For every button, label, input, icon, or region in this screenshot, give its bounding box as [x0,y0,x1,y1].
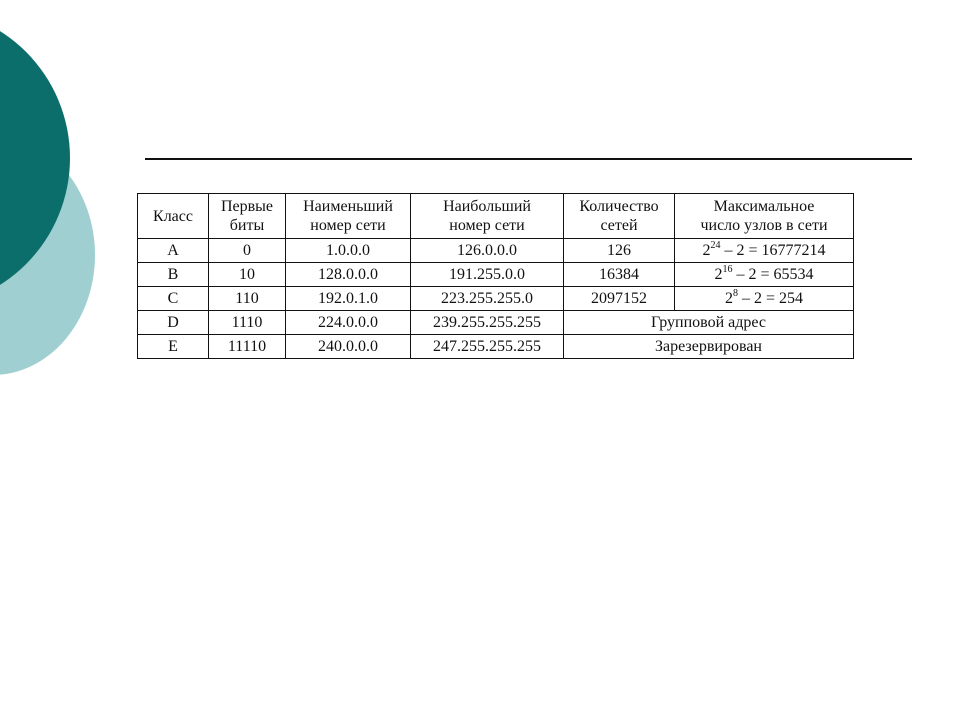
cell-bits: 110 [209,287,286,311]
header-min-network-line2: номер сети [310,217,386,234]
cell-class: D [138,311,209,335]
header-network-count [564,194,675,239]
cell-count: 2097152 [564,287,675,311]
header-max-hosts-line1: Максимальное [713,198,815,215]
header-first-bits [209,194,286,239]
table-row [138,335,854,359]
cell-merged-note: Зарезервирован [564,335,854,359]
cell-class: A [138,239,209,263]
title-divider [145,158,912,160]
header-max-hosts-line2: число узлов в сети [700,217,828,234]
hosts-exponent: 16 [722,263,733,275]
header-class [138,194,209,239]
cell-min: 128.0.0.0 [286,263,411,287]
header-first-bits-line2: биты [229,217,265,234]
table-header-row [138,194,854,239]
hosts-formula: – 2 = 65534 [732,265,814,283]
cell-min: 224.0.0.0 [286,311,411,335]
cell-bits: 11110 [209,335,286,359]
cell-class: C [138,287,209,311]
ip-class-table-container [137,193,854,359]
ip-class-table [137,193,854,359]
cell-max: 126.0.0.0 [411,239,564,263]
header-max-network [411,194,564,239]
cell-class: B [138,263,209,287]
cell-class: E [138,335,209,359]
hosts-formula: – 2 = 16777214 [720,241,826,259]
hosts-exponent: 24 [710,239,721,251]
cell-bits: 0 [209,239,286,263]
cell-hosts [675,239,854,263]
cell-bits: 1110 [209,311,286,335]
header-min-network-line1: Наименьший [303,198,393,215]
cell-min: 1.0.0.0 [286,239,411,263]
hosts-base: 2 [702,241,711,259]
table-row [138,287,854,311]
cell-merged-note: Групповой адрес [564,311,854,335]
cell-min: 240.0.0.0 [286,335,411,359]
header-first-bits-line1: Первые [220,198,274,215]
hosts-base: 2 [724,289,733,307]
cell-max: 247.255.255.255 [411,335,564,359]
cell-min: 192.0.1.0 [286,287,411,311]
table-row [138,239,854,263]
header-class-label: Класс [153,207,193,225]
cell-count: 126 [564,239,675,263]
cell-max: 191.255.0.0 [411,263,564,287]
hosts-formula: – 2 = 254 [737,289,804,307]
hosts-base: 2 [714,265,723,283]
hosts-exponent: 8 [732,287,738,299]
cell-max: 223.255.255.0 [411,287,564,311]
table-row [138,263,854,287]
header-max-network-line2: номер сети [449,217,525,234]
header-min-network [286,194,411,239]
table-row [138,311,854,335]
cell-hosts [675,263,854,287]
header-max-network-line1: Наибольший [443,198,531,215]
header-network-count-line1: Количество [579,198,659,215]
cell-hosts [675,287,854,311]
header-network-count-line2: сетей [600,217,638,234]
header-max-hosts [675,194,854,239]
cell-bits: 10 [209,263,286,287]
cell-count: 16384 [564,263,675,287]
cell-max: 239.255.255.255 [411,311,564,335]
